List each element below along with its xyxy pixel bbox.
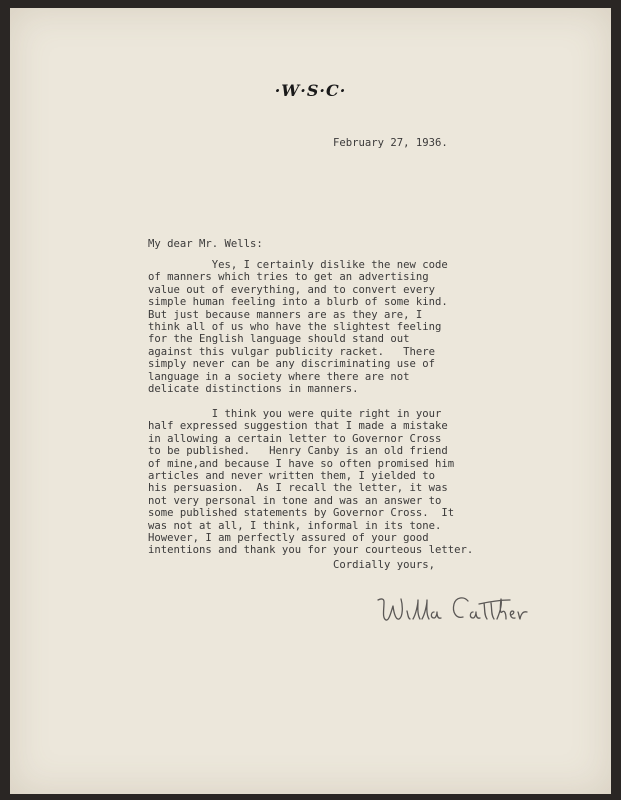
para-line: simply never can be any discriminating use of [148,358,436,371]
para-line: for the English language should stand out [148,333,410,346]
para-line: simple human feeling into a blurb of some kind. [148,296,448,309]
para-line: value out of everything, and to convert every [148,283,436,296]
para-line: intentions and thank you for your courteous letter. [148,544,474,557]
para-line: language in a society where there are not [148,370,410,383]
para-line: some published statements by Governor Cross. It [148,507,455,520]
letter-date: February 27, 1936. [333,137,448,149]
signature [372,590,542,630]
letterhead-monogram: ·W·S·C· [274,81,347,100]
para-line: of mine,and because I have so often promised him [148,457,455,470]
para-line: half expressed suggestion that I made a mistake [148,420,448,433]
para-line: However, I am perfectly assured of your good [148,532,429,545]
para-line: his persuasion. As I recall the letter, it was [148,482,448,495]
paragraph-1 [148,259,448,395]
salutation: My dear Mr. Wells: [148,238,263,250]
para-line: think all of us who have the slightest feeling [148,321,442,334]
para-line: not very personal in tone and was an answer to [148,494,442,507]
para-line: articles and never written them, I yielded to [148,470,436,483]
para-line: against this vulgar publicity racket. There [148,345,436,358]
para-line: was not at all, I think, informal in its tone. [148,519,442,532]
para-line: of manners which tries to get an advertising [148,271,429,284]
para-line: But just because manners are as they are, I [148,308,423,321]
para-line: to be published. Henry Canby is an old friend [148,445,448,458]
para-line: in allowing a certain letter to Governor Cross [148,432,442,445]
paragraph-2 [148,408,473,557]
para-line: Yes, I certainly dislike the new code [148,259,448,271]
letter-page [10,8,611,794]
para-line: delicate distinctions in manners. [148,383,359,396]
closing: Cordially yours, [333,559,436,571]
para-line: I think you were quite right in your [148,408,442,420]
